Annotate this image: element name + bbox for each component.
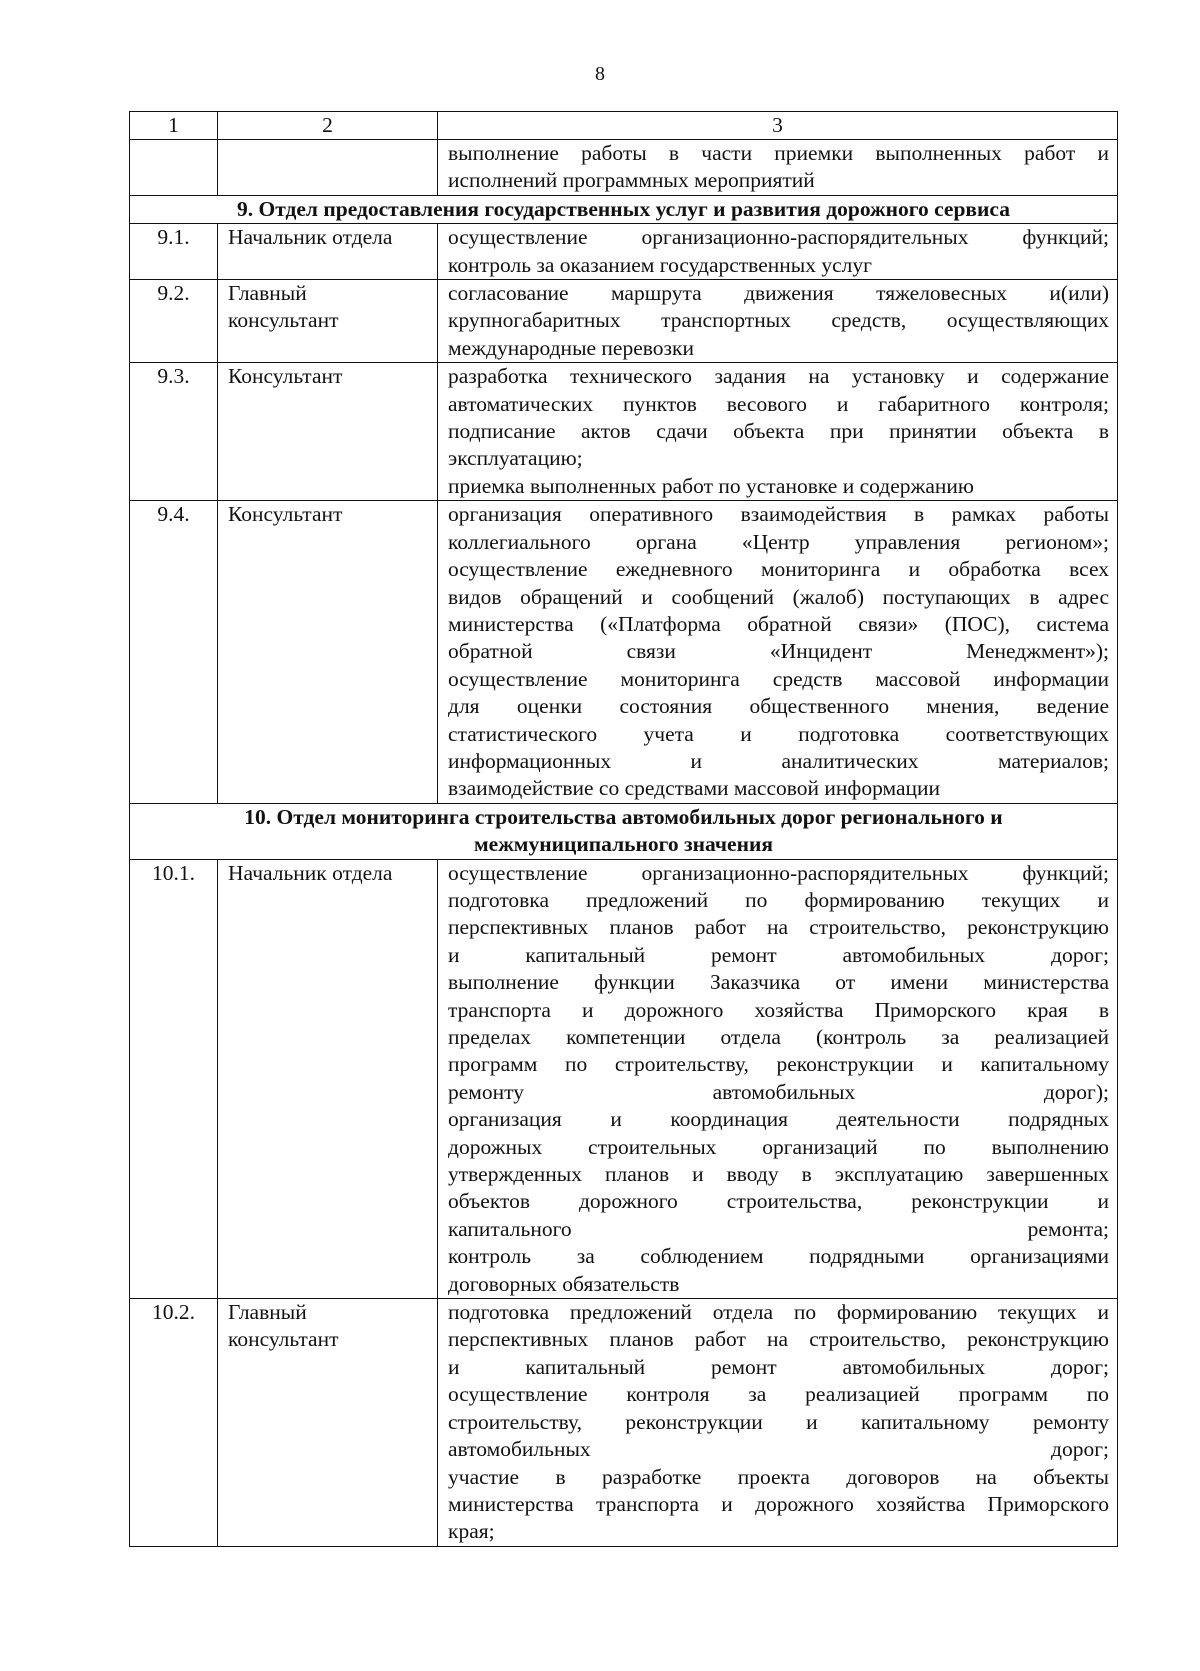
- table-row: [130, 859, 1118, 1299]
- duty-line: и капитальный ремонт автомобильных дорог;: [448, 942, 1109, 967]
- duty-line: разработка технического задания на установку и содержание: [448, 364, 1109, 389]
- duty-line: подписание актов сдачи объекта при принятии объекта в: [448, 419, 1109, 444]
- duty-line: программ по строительству, реконструкции и капитальному: [448, 1052, 1109, 1077]
- column-number-2: 2: [218, 112, 438, 140]
- column-number-row: [130, 112, 1118, 140]
- position-cell: [218, 280, 438, 363]
- duty-line: исполнений программных мероприятий: [448, 168, 815, 193]
- row-number-cell: 9.3.: [130, 363, 218, 501]
- duties-cell: [438, 859, 1118, 1299]
- section-title: [130, 195, 1118, 223]
- section-title-line: 10. Отдел мониторинга строительства автомобильных дорог регионального и: [244, 804, 1003, 829]
- position-cell: [218, 501, 438, 803]
- duties-cell: [438, 224, 1118, 280]
- positions-table: [129, 111, 1118, 1547]
- duty-line: объектов дорожного строительства, реконструкции и: [448, 1189, 1109, 1214]
- duty-line: подготовка предложений по формированию текущих и: [448, 887, 1109, 912]
- position-cell: [218, 1299, 438, 1547]
- row-number-cell: 9.2.: [130, 280, 218, 363]
- duty-line: пределах компетенции отдела (контроль за реализацией: [448, 1025, 1109, 1049]
- duty-line: приемка выполненных работ по установке и содержанию: [448, 473, 974, 498]
- duty-line: контроль за соблюдением подрядными организациями: [448, 1244, 1109, 1269]
- continuation-row: [130, 140, 1118, 196]
- page-number: 8: [595, 63, 605, 85]
- position-cell: [218, 140, 438, 196]
- position-title: Начальник отдела: [228, 860, 393, 885]
- section-title-line: 9. Отдел предоставления государственных услуг и развития дорожного сервиса: [237, 196, 1010, 221]
- duties-cell: [438, 1299, 1118, 1547]
- section-title-line: межмуниципального значения: [474, 832, 773, 857]
- duty-line: статистического учета и подготовка соответствующих: [448, 721, 1109, 746]
- duty-line: организация и координация деятельности подрядных: [448, 1107, 1109, 1132]
- position-title: Главный: [228, 1300, 307, 1325]
- table-row: [130, 363, 1118, 501]
- duties-cell: [438, 140, 1118, 196]
- duty-line: и капитальный ремонт автомобильных дорог;: [448, 1354, 1109, 1379]
- duty-line: организация оперативного взаимодействия в рамках работы: [448, 502, 1109, 527]
- table-row: [130, 224, 1118, 280]
- duties-cell: [438, 363, 1118, 501]
- duty-line: перспективных планов работ на строительство, реконструкцию: [448, 1327, 1109, 1352]
- duty-line: обратной связи «Инцидент Менеджмент»);: [448, 639, 1109, 664]
- duty-line: министерства («Платформа обратной связи» (ПОС), система: [448, 611, 1109, 636]
- duty-line: выполнение функции Заказчика от имени министерства: [448, 970, 1109, 995]
- duty-line: утвержденных планов и вводу в эксплуатацию завершенных: [448, 1162, 1109, 1187]
- duty-line: выполнение работы в части приемки выполненных работ и: [448, 141, 1109, 165]
- duty-line: осуществление мониторинга средств массовой информации: [448, 666, 1109, 691]
- duty-line: контроль за оказанием государственных услуг: [448, 252, 872, 277]
- duty-line: международные перевозки: [448, 335, 694, 360]
- duty-line: ремонту автомобильных дорог);: [448, 1079, 1109, 1104]
- row-number-cell: 9.4.: [130, 501, 218, 803]
- position-cell: [218, 363, 438, 501]
- duty-line: крупногабаритных транспортных средств, осуществляющих: [448, 308, 1109, 333]
- duty-line: дорожных строительных организаций по выполнению: [448, 1134, 1109, 1159]
- duty-line: транспорта и дорожного хозяйства Приморского края в: [448, 997, 1109, 1022]
- duty-line: для оценки состояния общественного мнения, ведение: [448, 694, 1109, 719]
- table-row: [130, 280, 1118, 363]
- position-cell: [218, 859, 438, 1299]
- duty-line: края;: [448, 1519, 495, 1544]
- position-title: Консультант: [228, 502, 343, 527]
- row-number-cell: 10.2.: [130, 1299, 218, 1547]
- section-header-row: [130, 195, 1118, 223]
- position-title: Начальник отдела: [228, 225, 393, 250]
- table-row: [130, 501, 1118, 803]
- position-title: консультант: [228, 1327, 339, 1352]
- duty-line: министерства транспорта и дорожного хозяйства Приморского: [448, 1491, 1109, 1516]
- duties-cell: [438, 280, 1118, 363]
- duties-cell: [438, 501, 1118, 803]
- duty-line: перспективных планов работ на строительство, реконструкцию: [448, 915, 1109, 940]
- row-number-cell: 10.1.: [130, 859, 218, 1299]
- duty-line: осуществление контроля за реализацией программ по: [448, 1382, 1109, 1407]
- row-number-cell: 9.1.: [130, 224, 218, 280]
- position-title: Главный: [228, 281, 307, 306]
- position-cell: [218, 224, 438, 280]
- column-number-1: 1: [130, 112, 218, 140]
- duty-line: информационных и аналитических материалов;: [448, 748, 1109, 773]
- duty-line: согласование маршрута движения тяжеловесных и(или): [448, 281, 1109, 306]
- duty-line: автомобильных дорог;: [448, 1437, 1109, 1462]
- duty-line: видов обращений и сообщений (жалоб) поступающих в адрес: [448, 584, 1109, 609]
- duty-line: коллегиального органа «Центр управления регионом»;: [448, 529, 1109, 554]
- column-number-3: 3: [438, 112, 1118, 140]
- row-number-cell: [130, 140, 218, 196]
- duty-line: капитального ремонта;: [448, 1216, 1109, 1241]
- duty-line: взаимодействие со средствами массовой информации: [448, 776, 941, 801]
- position-title: Консультант: [228, 364, 343, 389]
- duty-line: строительству, реконструкции и капитальному ремонту: [448, 1409, 1109, 1434]
- duty-line: осуществление ежедневного мониторинга и обработка всех: [448, 557, 1109, 582]
- section-header-row: [130, 803, 1118, 859]
- duty-line: осуществление организационно-распорядительных функций;: [448, 225, 1109, 250]
- section-title: [130, 803, 1118, 859]
- duty-line: участие в разработке проекта договоров на объекты: [448, 1464, 1109, 1489]
- duty-line: автоматических пунктов весового и габаритного контроля;: [448, 391, 1109, 416]
- position-title: консультант: [228, 308, 339, 333]
- duty-line: договорных обязательств: [448, 1271, 680, 1296]
- duty-line: эксплуатацию;: [448, 446, 583, 471]
- duty-line: подготовка предложений отдела по формированию текущих и: [448, 1300, 1109, 1325]
- table-row: [130, 1299, 1118, 1547]
- duty-line: осуществление организационно-распорядительных функций;: [448, 860, 1109, 885]
